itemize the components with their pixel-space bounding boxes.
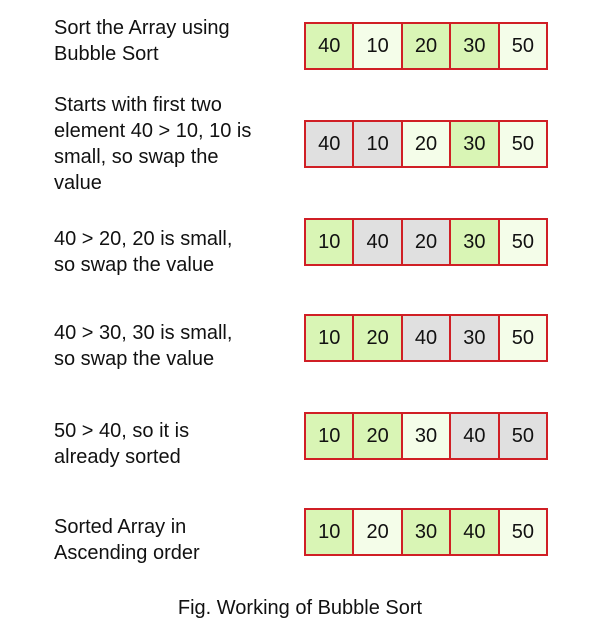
array-cell: 20	[401, 122, 449, 166]
step-label: Sort the Array using Bubble Sort	[54, 17, 230, 65]
step-label: Sorted Array in Ascending order	[54, 516, 200, 564]
array-cell: 10	[306, 316, 352, 360]
figure-caption: Fig. Working of Bubble Sort	[177, 597, 423, 619]
array-row	[304, 508, 548, 556]
array-cell: 30	[449, 316, 497, 360]
array-row	[304, 22, 548, 70]
array-cell: 20	[352, 510, 400, 554]
step-label: 50 > 40, so it is already sorted	[54, 420, 190, 468]
array-cell: 10	[352, 24, 400, 68]
array-cell: 10	[306, 414, 352, 458]
array-row	[304, 218, 548, 266]
array-cell: 50	[498, 316, 546, 360]
array-cell: 40	[352, 220, 400, 264]
array-cell: 10	[306, 510, 352, 554]
step-label: 40 > 30, 30 is small, so swap the value	[54, 322, 233, 370]
step-label: 40 > 20, 20 is small, so swap the value	[54, 228, 233, 276]
array-cell: 10	[352, 122, 400, 166]
array-cell: 20	[401, 220, 449, 264]
array-cell: 10	[306, 220, 352, 264]
array-row	[304, 314, 548, 362]
array-cell: 30	[401, 414, 449, 458]
array-cell: 50	[498, 220, 546, 264]
array-cell: 40	[306, 122, 352, 166]
array-cell: 30	[449, 24, 497, 68]
array-row	[304, 412, 548, 460]
array-row	[304, 120, 548, 168]
array-cell: 50	[498, 24, 546, 68]
array-cell: 20	[352, 414, 400, 458]
array-cell: 30	[449, 220, 497, 264]
array-cell: 40	[401, 316, 449, 360]
array-cell: 30	[401, 510, 449, 554]
array-cell: 50	[498, 510, 546, 554]
step-label: Starts with first two element 40 > 10, 10 is small, so swap the value	[54, 94, 252, 194]
array-cell: 50	[498, 414, 546, 458]
array-cell: 40	[449, 414, 497, 458]
array-cell: 30	[449, 122, 497, 166]
array-cell: 20	[401, 24, 449, 68]
array-cell: 50	[498, 122, 546, 166]
array-cell: 40	[306, 24, 352, 68]
array-cell: 20	[352, 316, 400, 360]
array-cell: 40	[449, 510, 497, 554]
